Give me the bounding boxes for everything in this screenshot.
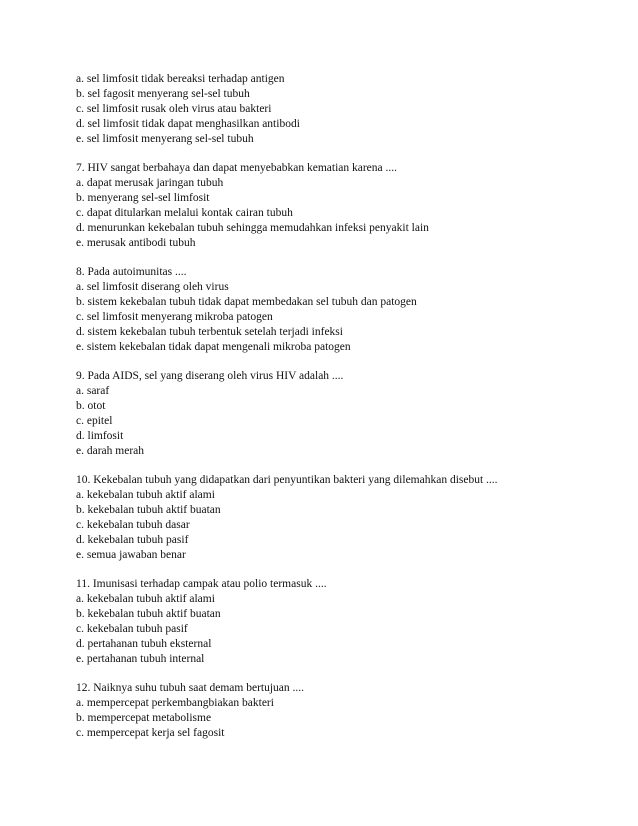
question-text: 9. Pada AIDS, sel yang diserang oleh virus HIV adalah .... xyxy=(76,370,344,382)
question-text: 8. Pada autoimunitas .... xyxy=(76,266,187,278)
option-c: c. mempercepat kerja sel fagosit xyxy=(76,727,225,739)
question-block-8 xyxy=(76,265,616,355)
option-b: b. menyerang sel-sel limfosit xyxy=(76,192,210,204)
question-text: 11. Imunisasi terhadap campak atau polio termasuk .... xyxy=(76,578,327,590)
option-b: b. sel fagosit menyerang sel-sel tubuh xyxy=(76,88,250,100)
option-b: b. kekebalan tubuh aktif buatan xyxy=(76,504,221,516)
option-d: d. sistem kekebalan tubuh terbentuk setelah terjadi infeksi xyxy=(76,326,343,338)
option-c: c. epitel xyxy=(76,415,113,427)
question-block-10 xyxy=(76,473,616,563)
option-e: e. sistem kekebalan tidak dapat mengenali mikroba patogen xyxy=(76,341,351,353)
question-block-6-continued xyxy=(76,72,616,147)
option-a: a. sel limfosit diserang oleh virus xyxy=(76,281,229,293)
option-a: a. saraf xyxy=(76,385,110,397)
option-b: b. mempercepat metabolisme xyxy=(76,712,212,724)
option-e: e. semua jawaban benar xyxy=(76,549,186,561)
option-a: a. dapat merusak jaringan tubuh xyxy=(76,177,224,189)
option-a: a. mempercepat perkembangbiakan bakteri xyxy=(76,697,274,709)
question-text: 10. Kekebalan tubuh yang didapatkan dari penyuntikan bakteri yang dilemahkan disebut .... xyxy=(76,474,498,486)
option-e: e. pertahanan tubuh internal xyxy=(76,653,205,665)
option-e: e. sel limfosit menyerang sel-sel tubuh xyxy=(76,133,254,145)
document-page xyxy=(76,72,616,755)
option-d: d. pertahanan tubuh eksternal xyxy=(76,638,212,650)
option-d: d. kekebalan tubuh pasif xyxy=(76,534,189,546)
option-d: d. limfosit xyxy=(76,430,124,442)
question-block-7 xyxy=(76,161,616,251)
question-block-12 xyxy=(76,681,616,741)
option-c: c. dapat ditularkan melalui kontak cairan tubuh xyxy=(76,207,293,219)
option-b: b. otot xyxy=(76,400,106,412)
option-c: c. sel limfosit rusak oleh virus atau bakteri xyxy=(76,103,272,115)
question-block-9 xyxy=(76,369,616,459)
option-c: c. kekebalan tubuh dasar xyxy=(76,519,190,531)
option-e: e. darah merah xyxy=(76,445,145,457)
option-b: b. kekebalan tubuh aktif buatan xyxy=(76,608,221,620)
option-c: c. sel limfosit menyerang mikroba patogen xyxy=(76,311,273,323)
question-block-11 xyxy=(76,577,616,667)
question-text: 12. Naiknya suhu tubuh saat demam bertujuan .... xyxy=(76,682,305,694)
option-d: d. sel limfosit tidak dapat menghasilkan antibodi xyxy=(76,118,300,130)
option-d: d. menurunkan kekebalan tubuh sehingga memudahkan infeksi penyakit lain xyxy=(76,222,429,234)
option-b: b. sistem kekebalan tubuh tidak dapat membedakan sel tubuh dan patogen xyxy=(76,296,417,308)
option-a: a. kekebalan tubuh aktif alami xyxy=(76,489,215,501)
question-text: 7. HIV sangat berbahaya dan dapat menyebabkan kematian karena .... xyxy=(76,162,398,174)
option-a: a. sel limfosit tidak bereaksi terhadap antigen xyxy=(76,73,285,85)
option-a: a. kekebalan tubuh aktif alami xyxy=(76,593,215,605)
option-c: c. kekebalan tubuh pasif xyxy=(76,623,188,635)
option-e: e. merusak antibodi tubuh xyxy=(76,237,196,249)
